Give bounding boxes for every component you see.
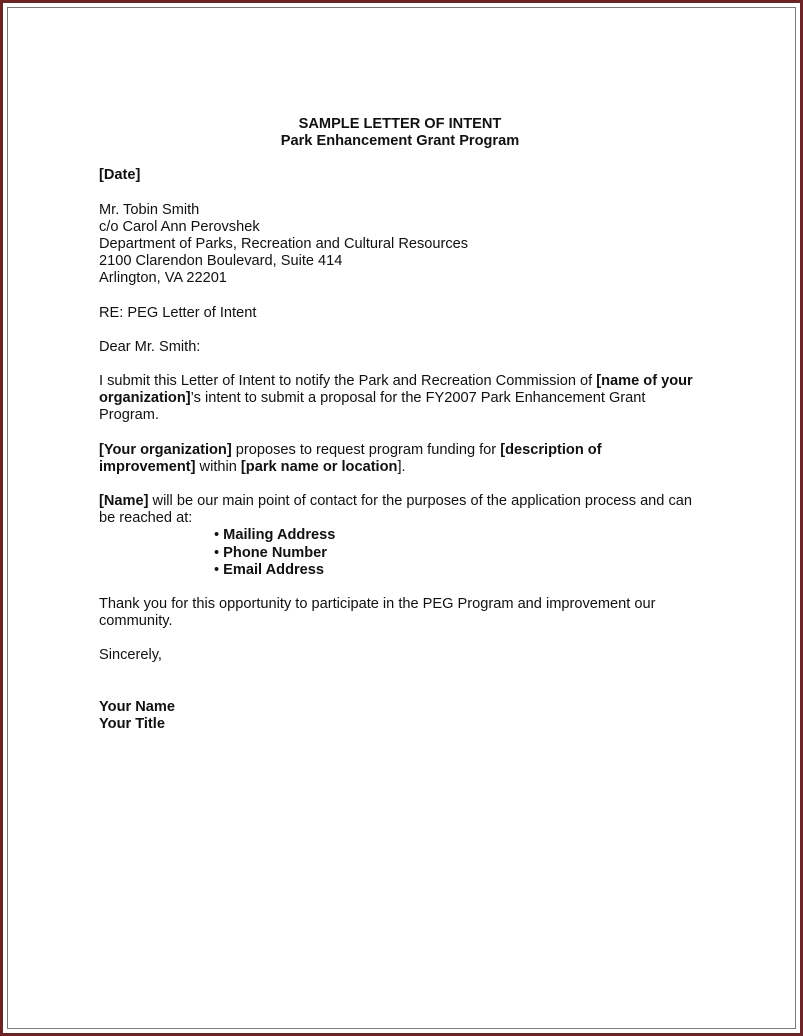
subject-line: RE: PEG Letter of Intent	[99, 304, 257, 321]
funding-text-1: proposes to request program funding for	[231, 441, 501, 458]
contact-text-2: be reached at:	[99, 510, 193, 527]
letter-page	[99, 116, 739, 733]
recipient-care-of: c/o Carol Ann Perovshek	[99, 218, 260, 235]
funding-paragraph	[99, 442, 739, 476]
location-placeholder: [park name or location	[240, 458, 398, 475]
org-name-placeholder-1: [name of your	[596, 373, 693, 390]
contact-list	[99, 527, 739, 579]
organization-placeholder: [Your organization]	[99, 441, 232, 458]
date-line	[99, 167, 739, 184]
letter-title: SAMPLE LETTER OF INTENT	[298, 116, 502, 132]
contact-text-1: will be our main point of contact for the purposes of the application process and can	[148, 493, 693, 510]
signature-title: Your Title	[99, 715, 165, 732]
bullet-icon: •	[214, 544, 220, 561]
funding-text-end: ].	[397, 458, 406, 475]
recipient-city: Arlington, VA 22201	[99, 270, 227, 287]
closing-text-2: community.	[99, 613, 173, 630]
list-item: • Mailing Address	[214, 527, 336, 544]
recipient-department: Department of Parks, Recreation and Cultural Resources	[99, 236, 469, 253]
intent-text-1: I submit this Letter of Intent to notify the Park and Recreation Commission of	[99, 373, 597, 390]
contact-name-placeholder: [Name]	[99, 493, 149, 510]
intent-text-3: Program.	[99, 407, 160, 424]
intent-text-2: ’s intent to submit a proposal for the FY2007 Park Enhancement Grant	[190, 390, 646, 407]
signature-space	[99, 665, 739, 699]
date-placeholder: [Date]	[99, 167, 141, 184]
description-placeholder-1: [description of	[500, 441, 602, 458]
funding-text-2: within	[195, 458, 241, 475]
intent-paragraph	[99, 373, 739, 425]
recipient-address	[99, 202, 739, 288]
signature-block	[99, 699, 739, 733]
recipient-street: 2100 Clarendon Boulevard, Suite 414	[99, 253, 343, 270]
salutation: Dear Mr. Smith:	[99, 338, 201, 355]
letter-header	[99, 116, 701, 150]
description-placeholder-2: improvement]	[99, 458, 196, 475]
sign-off: Sincerely,	[99, 647, 162, 664]
bullet-icon: •	[214, 561, 220, 578]
list-item: • Phone Number	[214, 544, 327, 561]
recipient-name: Mr. Tobin Smith	[99, 201, 200, 218]
closing-paragraph	[99, 596, 739, 630]
bullet-icon: •	[214, 527, 220, 544]
letter-subtitle: Park Enhancement Grant Program	[280, 133, 520, 150]
list-item: • Email Address	[214, 561, 325, 578]
signature-name: Your Name	[99, 698, 175, 715]
org-name-placeholder-2: organization]	[99, 390, 191, 407]
contact-paragraph	[99, 493, 739, 527]
closing-text-1: Thank you for this opportunity to participate in the PEG Program and improvement our	[99, 596, 656, 613]
